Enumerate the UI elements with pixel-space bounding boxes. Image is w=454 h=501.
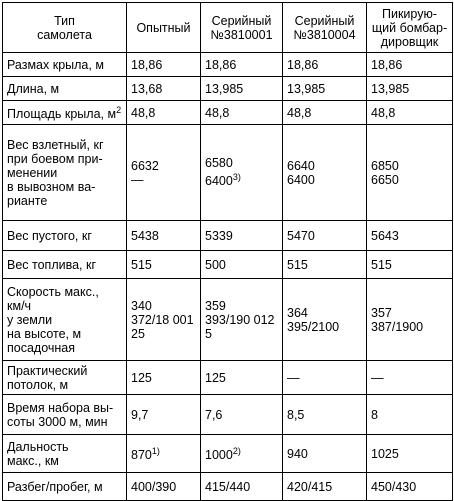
cell-value: 6850 <box>371 158 399 173</box>
row-label-line: макс., км <box>7 453 59 468</box>
cell-value: 5 <box>205 326 212 341</box>
header-prototype: Опытный <box>127 3 201 53</box>
table-cell <box>367 279 453 361</box>
row-label-line: Вес взлетный, кг <box>7 137 104 152</box>
cell-value: 1000$^{2)}$ <box>205 446 241 463</box>
table-cell <box>201 251 283 279</box>
table-cell <box>201 435 283 473</box>
header-line: Серийный <box>211 13 272 28</box>
row-label-line: Разбег/пробег, м <box>7 479 103 494</box>
cell-value: 940 <box>287 446 308 461</box>
cell-value: 48,8 <box>205 105 230 120</box>
row-label-line: рианте <box>7 193 48 208</box>
table-row <box>3 361 453 395</box>
table-cell <box>127 473 201 501</box>
cell-value: 364 <box>287 305 308 320</box>
table-cell <box>127 279 201 361</box>
cell-value: 515 <box>287 257 308 272</box>
table-cell <box>127 101 201 125</box>
table-cell <box>283 125 367 221</box>
row-label-line: Время набора вы- <box>7 400 114 415</box>
cell-value: 870$^{1)}$ <box>131 446 160 463</box>
cell-value: 500 <box>205 257 226 272</box>
header-dive-bomber <box>367 3 453 53</box>
cell-value: 6640 <box>287 158 315 173</box>
cell-value: 1025 <box>371 446 399 461</box>
row-label <box>3 473 127 501</box>
row-label-line: Вес пустого, кг <box>7 228 92 243</box>
cell-value: 515 <box>371 257 392 272</box>
table-row <box>3 473 453 501</box>
table-row <box>3 435 453 473</box>
cell-value: 48,8 <box>287 105 312 120</box>
cell-value: 5643 <box>371 228 399 243</box>
aircraft-spec-table <box>2 2 453 501</box>
header-aircraft-type <box>3 3 127 53</box>
row-label-line: у земли <box>7 312 53 327</box>
cell-value: — <box>131 172 144 187</box>
cell-value: 13,985 <box>205 81 244 96</box>
table-cell <box>367 221 453 251</box>
table-cell <box>367 101 453 125</box>
cell-value: 340 <box>131 298 152 313</box>
cell-value: 7,6 <box>205 407 223 422</box>
row-label <box>3 395 127 435</box>
table-cell <box>283 395 367 435</box>
header-serial-3810004 <box>283 3 367 53</box>
row-label <box>3 53 127 77</box>
cell-value: 18,86 <box>371 57 403 72</box>
table-row <box>3 251 453 279</box>
cell-value: 13,985 <box>371 81 410 96</box>
cell-value: 6650 <box>371 172 399 187</box>
table-cell <box>367 251 453 279</box>
cell-value: 18,86 <box>287 57 319 72</box>
table-cell <box>283 473 367 501</box>
table-cell <box>127 251 201 279</box>
row-label-line: Размах крыла, м <box>7 57 104 72</box>
cell-value: 6400$^{3)}$ <box>205 172 241 189</box>
table-row <box>3 395 453 435</box>
cell-value: 450/430 <box>371 479 417 494</box>
row-label-line: при боевом при- <box>7 151 103 166</box>
cell-value: 372/18 001 <box>131 312 194 327</box>
cell-value: 8,5 <box>287 407 305 422</box>
table-row <box>3 53 453 77</box>
row-label <box>3 125 127 221</box>
cell-value: 125 <box>131 370 152 385</box>
table-cell <box>127 125 201 221</box>
cell-value: 6632 <box>131 158 159 173</box>
row-label-line: менении <box>7 165 58 180</box>
header-serial-3810001 <box>201 3 283 53</box>
row-label-line: на высоте, м <box>7 326 82 341</box>
table-cell <box>127 361 201 395</box>
table-cell <box>127 395 201 435</box>
row-label-line: Дальность <box>7 439 69 454</box>
header-line: №3810004 <box>293 27 356 42</box>
superscript: 2 <box>116 105 122 116</box>
cell-value: — <box>287 370 300 385</box>
table-row <box>3 221 453 251</box>
table-row <box>3 125 453 221</box>
header-row <box>3 3 453 53</box>
header-line: щий бомбар- <box>371 20 448 35</box>
cell-value: 5438 <box>131 228 159 243</box>
cell-value: 18,86 <box>131 57 163 72</box>
footnote-marker: 1) <box>151 446 160 457</box>
cell-value: 48,8 <box>131 105 156 120</box>
table-row <box>3 279 453 361</box>
table-cell <box>367 435 453 473</box>
header-line: Пикирую- <box>381 6 438 21</box>
cell-value: 13,985 <box>287 81 326 96</box>
header-line: Тип <box>54 13 75 28</box>
table-cell <box>201 77 283 101</box>
table-cell <box>127 435 201 473</box>
row-label-line: Площадь крыла, $м^2$ <box>7 105 122 122</box>
cell-value: — <box>371 370 384 385</box>
header-line: дировщик <box>380 34 439 49</box>
row-label <box>3 221 127 251</box>
table-cell <box>367 125 453 221</box>
cell-value: 400/390 <box>131 479 177 494</box>
cell-value: 6580 <box>205 156 233 171</box>
cell-value: 125 <box>205 370 226 385</box>
table-cell <box>201 279 283 361</box>
row-label-line: Длина, м <box>7 81 60 96</box>
cell-value: 415/440 <box>205 479 251 494</box>
table-cell <box>201 361 283 395</box>
row-label <box>3 101 127 125</box>
row-label-line: в вывозном ва- <box>7 179 96 194</box>
table-cell <box>127 77 201 101</box>
table-cell <box>201 101 283 125</box>
header-line: самолета <box>37 27 92 42</box>
cell-value: 393/190 012 <box>205 312 275 327</box>
table-cell <box>367 473 453 501</box>
table-row <box>3 101 453 125</box>
header-line: №3810001 <box>210 27 273 42</box>
row-label-line: Практический <box>7 363 88 378</box>
table-cell <box>201 473 283 501</box>
footnote-marker: 2) <box>232 446 241 457</box>
cell-value: 387/1900 <box>371 319 424 334</box>
table-cell <box>283 101 367 125</box>
table-row <box>3 77 453 101</box>
cell-value: 515 <box>131 257 152 272</box>
table-cell <box>127 53 201 77</box>
cell-value: 5470 <box>287 228 315 243</box>
cell-value: 357 <box>371 305 392 320</box>
table-cell <box>283 361 367 395</box>
row-label-line: посадочная <box>7 340 76 355</box>
table-cell <box>283 251 367 279</box>
row-label-line: соты 3000 м, мин <box>7 414 108 429</box>
row-label <box>3 251 127 279</box>
table-cell <box>367 361 453 395</box>
row-label-line: Скорость макс., <box>7 284 99 299</box>
row-label-line: Вес топлива, кг <box>7 257 97 272</box>
row-label <box>3 435 127 473</box>
cell-value: 6400 <box>287 172 315 187</box>
table-cell <box>201 221 283 251</box>
table-cell <box>283 53 367 77</box>
footnote-marker: 3) <box>232 172 241 183</box>
cell-value: 420/415 <box>287 479 333 494</box>
table-cell <box>127 221 201 251</box>
table-cell <box>201 395 283 435</box>
header-line: Серийный <box>294 13 355 28</box>
cell-value: 359 <box>205 298 226 313</box>
row-label-line: км/ч <box>7 298 32 313</box>
table-cell <box>283 435 367 473</box>
table-cell <box>283 279 367 361</box>
cell-value: 395/2100 <box>287 319 340 334</box>
table-cell <box>367 395 453 435</box>
table-cell <box>283 221 367 251</box>
table-body <box>3 53 453 501</box>
row-label-line: потолок, м <box>7 377 69 392</box>
row-label <box>3 361 127 395</box>
cell-value: 25 <box>131 326 145 341</box>
table-cell <box>201 125 283 221</box>
cell-value: 9,7 <box>131 407 149 422</box>
table-cell <box>367 77 453 101</box>
cell-value: 48,8 <box>371 105 396 120</box>
row-label <box>3 279 127 361</box>
cell-value: 13,68 <box>131 81 163 96</box>
row-label <box>3 77 127 101</box>
cell-value: 8 <box>371 407 378 422</box>
cell-value: 5339 <box>205 228 233 243</box>
table-cell <box>201 53 283 77</box>
table-cell <box>367 53 453 77</box>
table-cell <box>283 77 367 101</box>
cell-value: 18,86 <box>205 57 237 72</box>
